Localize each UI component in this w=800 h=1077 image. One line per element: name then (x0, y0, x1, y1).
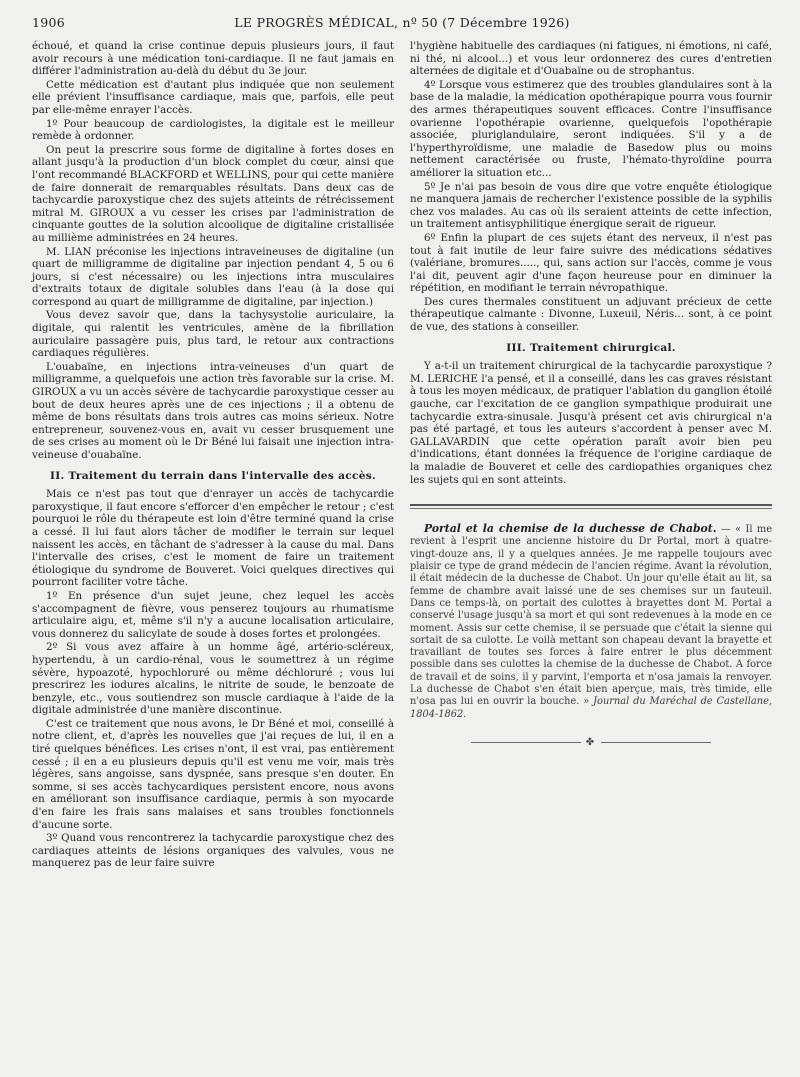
running-title: LE PROGRÈS MÉDICAL, nº 50 (7 Décembre 1926) (234, 15, 570, 30)
page-number: 1906 (32, 15, 66, 30)
paragraph: Vous devez savoir que, dans la tachysystolie auriculaire, la digitale, qui ralentit les ventricules, amène de la fibrillation auriculaire passagère puis, plus tard, le retour aux contractions cardiaques régulières. (32, 309, 394, 360)
paragraph: échoué, et quand la crise continue depuis plusieurs jours, il faut avoir recours à une médication toni-cardiaque. Il ne faut jamais en différer l'administration au-delà du début du 3e jour. (32, 40, 394, 78)
paragraph: 2º Si vous avez affaire à un homme âgé, artério-scléreux, hypertendu, à un cardio-rénal, vous le soumettrez à un régime sévère, hypoazoté, hypochloruré ou même déchloruré ; vous lui prescrirez les iodures alcalins, le nitrite de soude, le benzoate de benzyle, etc., vous soutiendrez son muscle cardiaque à l'aide de la digitale administrée d'une manière discontinue. (32, 641, 394, 717)
paragraph: Cette médication est d'autant plus indiquée que non seulement elle prévient l'insuffisance cardiaque, mais que, parfois, elle peut par elle-même enrayer l'accès. (32, 78, 394, 116)
running-header (32, 14, 772, 32)
paragraph: l'hygiène habituelle des cardiaques (ni fatigues, ni émotions, ni café, ni thé, ni alcool...) et vous leur ordonnerez des cures d'entretien alternées de digitale et d'Ouabaïne ou de strophantus. (410, 40, 772, 78)
paragraph: Des cures thermales constituent un adjuvant précieux de cette thérapeutique calmante : Divonne, Luxeuil, Néris... sont, à ce point de vue, des stations à conseiller. (410, 295, 772, 334)
ornament-divider (410, 737, 772, 750)
paragraph: M. LIAN préconise les injections intraveineuses de digitaline (un quart de milligramme de digitaline par injection pendant 4, 5 ou 6 jours, si c'est nécessaire) ou les injections intra musculaires d'extraits totaux de digitale solubles dans l'eau (à la dose qui correspond au quart de milligramme de digitaline, par injection.) (32, 245, 394, 308)
section-heading: III. Traitement chirurgical. (506, 341, 676, 354)
ornament-glyph: ✤ (585, 736, 597, 748)
paragraph: 4º Lorsque vous estimerez que des troubles glandulaires sont à la base de la maladie, la médication opothérapique pourra vous fournir des armes thérapeutiques souvent efficaces. Contre l'insuffisance ovarienne l'opothérapie ovarienne, quelquefois l'opothérapie associée, pluriglandulaire, seront indiquées. S'il y a de l'hyperthyroïdisme, une maladie de Basedow plus ou moins nettement caractérisée ou fruste, l'hémato-thyroïdine pourra améliorer la situation etc... (410, 78, 772, 179)
anecdote-source: Journal du Maréchal de Castellane, 1804-1862. (410, 696, 772, 720)
right-column (410, 40, 772, 750)
left-column (32, 40, 394, 871)
paragraph: L'ouabaïne, en injections intra-veineuses d'un quart de milligramme, a quelquefois une action très favorable sur la crise. M. GIROUX a vu un accès sévère de tachycardie paroxystique cesser au bout de deux heures après une de ces injections ; il a obtenu de même de bons résultats dans trois autres cas moins sérieux. Notre entrepreneur, souvenez-vous en, avait vu cesser brusquement une de ses crises au moment où le Dr Béné lui faisait une injection intra-veineuse d'ouabaïne. (32, 360, 394, 461)
anecdote-text: — « Il me revient à l'esprit une ancienne histoire du Dr Portal, mort à quatre-vingt-douze ans, il y a quelques années. Je me rappelle toujours avec plaisir ce type de grand médecin de l'ancien régime. Avant la révolution, il était médecin de la duchesse de Chabot. Un jour qu'elle était au lit, sa femme de chambre avait laissé une de ses chemises sur un fauteuil. Dans ce temps-là, on portait des culottes à brayettes dont M. Portal a conservé l'usage jusqu'à sa mort et qui sont redevenues à la mode en ce moment. Assis sur cette chemise, il se persuade que c'était la sienne qui sortait de sa culotte. Le voilà mettant son chapeau devant la brayette et travaillant de toutes ses forces à faire entrer le plus décemment possible dans ses culottes la chemise de la duchesse de Chabot. A force de travail et de soins, il y parvint, l'emporta et n'osa jamais la renvoyer. La duchesse de Chabot s'en était bien aperçue, mais, très timide, elle n'osa pas lui en ouvrir la bouche. » (410, 524, 772, 708)
double-rule-top (410, 504, 772, 506)
ornament-line-left (471, 742, 581, 743)
double-rule-bottom (410, 508, 772, 509)
ornament-line-right (601, 742, 711, 743)
paragraph: On peut la prescrire sous forme de digitaline à fortes doses en allant jusqu'à la production d'un block complet du cœur, ainsi que l'ont recommandé BLACKFORD et WELLINS, pour qui cette manière de faire donnerait de remarquables résultats. Dans deux cas de tachycardie paroxystique chez des sujets atteints de rétrécissement mitral M. GIROUX a vu cesser les crises par l'administration de cinquante gouttes de la solution alcoolique de digitaline cristallisée au millième administrées en 24 heures. (32, 143, 394, 244)
paragraph: 3º Quand vous rencontrerez la tachycardie paroxystique chez des cardiaques atteints de lésions organiques des valvules, vous ne manquerez pas de leur faire suivre (32, 832, 394, 870)
paragraph: 6º Enfin la plupart de ces sujets étant des nerveux, il n'est pas tout à fait inutile de leur faire suivre des médications sédatives (valériane, bromures....., qui, sans action sur l'accès, comme je vous l'ai dit, peuvent agir d'une façon heureuse pour en diminuer la répétition, en modifiant le terrain névropathique. (410, 231, 772, 295)
section-heading: II. Traitement du terrain dans l'intervalle des accès. (49, 469, 377, 482)
paragraph: Mais ce n'est pas tout que d'enrayer un accès de tachycardie paroxystique, il faut encore s'efforcer d'en empêcher le retour ; c'est pourquoi le rôle du thérapeute est loin d'être terminé quand la crise a cessé. Il lui faut alors tâcher de modifier le terrain sur lequel naissent les accès, en tâchant de s'adresser à la cause du mal. Dans l'intervalle des crises, c'est le moment de faire un traitement étiologique du syndrome de Bouveret. Voici quelques directives qui pourront faciliter votre tâche. (32, 488, 394, 589)
paragraph: 1º En présence d'un sujet jeune, chez lequel les accès s'accompagnent de fièvre, vous penserez toujours au rhumatisme articulaire aigu, et, même s'il n'y a aucune localisation articulaire, vous donnerez du salicylate de soude à doses fortes et prolongées. (32, 589, 394, 640)
paragraph: 1º Pour beaucoup de cardiologistes, la digitale est le meilleur remède à ordonner. (32, 117, 394, 143)
anecdote-title: Portal et la chemise de la duchesse de Chabot. (424, 522, 717, 536)
paragraph: 5º Je n'ai pas besoin de vous dire que votre enquête étiologique ne manquera jamais de rechercher l'existence possible de la syphilis chez vos malades. Au cas où ils seraient atteints de cette infection, un traitement antisyphilitique énergique serait de rigueur. (410, 180, 772, 231)
anecdote-block (410, 523, 772, 721)
paragraph: Y a-t-il un traitement chirurgical de la tachycardie paroxystique ? M. LERICHE l'a pensé, et il a conseillé, dans les cas graves résistant à tous les moyen médicaux, de pratiquer l'ablation du ganglion étoilé gauche, car l'excitation de ce ganglion sympathique produirait une tachycardie extra-sinusale. Jusqu'à présent cet avis chirurgical n'a pas été partagé, et tous les auteurs s'accordent à penser avec M. GALLAVARDIN que cette opération paraît avoir bien peu d'indications, étant données la fréquence de l'origine cardiaque de la maladie de Bouveret et celle des cardiopathies organiques chez les sujets qui en sont atteints. (410, 360, 772, 486)
paragraph: C'est ce traitement que nous avons, le Dr Béné et moi, conseillé à notre client, et, d'après les nouvelles que j'ai reçues de lui, il en a tiré quelques bénéfices. Les crises n'ont, il est vrai, pas entièrement cessé ; il en a eu plusieurs depuis qu'il est venu me voir, mais très légères, sans angoisse, sans dyspnée, sans presque s'en douter. En somme, si ses accès tachycardiques persistent encore, nous avons en améliorant son insuffisance cardiaque, permis à son myocarde d'en faire les frais sans malaises et sans troubles fonctionnels d'aucune sorte. (32, 717, 394, 831)
